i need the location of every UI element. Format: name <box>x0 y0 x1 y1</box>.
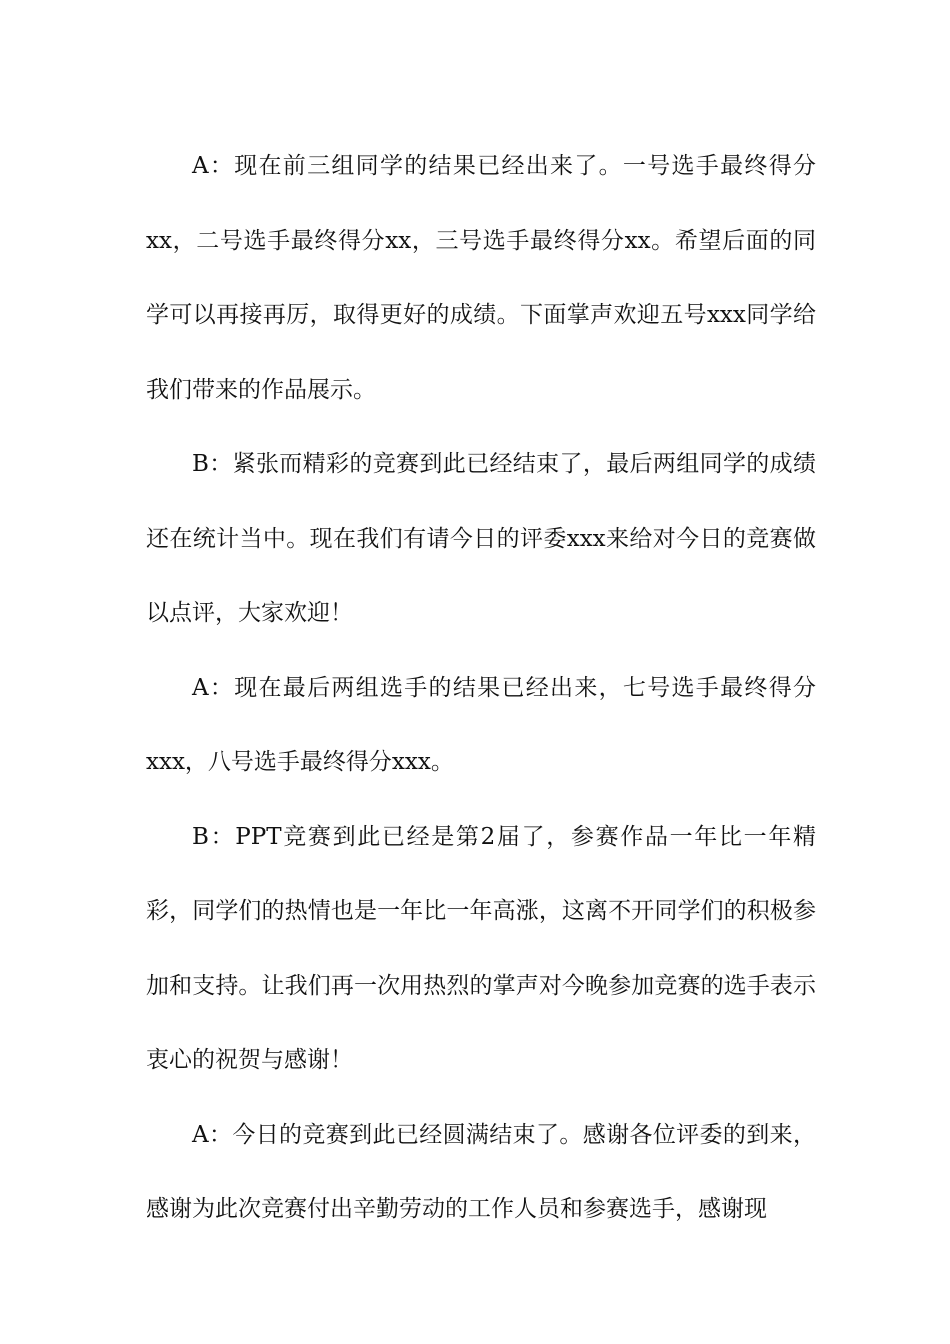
paragraph-3: A：现在最后两组选手的结果已经出来，七号选手最终得分xxx，八号选手最终得分xxx。 <box>146 674 816 775</box>
paragraph-4: B：PPT竞赛到此已经是第2届了，参赛作品一年比一年精彩，同学们的热情也是一年比一年高涨，这离不开同学们的积极参加和支持。让我们再一次用热烈的掌声对今晚参加竞赛的选手表示衷心的祝贺与感谢！ <box>146 823 816 1073</box>
paragraph-5: A：今日的竞赛到此已经圆满结束了。感谢各位评委的到来，感谢为此次竞赛付出辛勤劳动的工作人员和参赛选手，感谢现 <box>146 1121 816 1222</box>
document-body <box>146 129 816 1247</box>
paragraph-1: A：现在前三组同学的结果已经出来了。一号选手最终得分xx，二号选手最终得分xx，三号选手最终得分xx。希望后面的同学可以再接再厉，取得更好的成绩。下面掌声欢迎五号xxx同学给我们带来的作品展示。 <box>146 153 816 403</box>
paragraph-2: B：紧张而精彩的竞赛到此已经结束了，最后两组同学的成绩还在统计当中。现在我们有请今日的评委xxx来给对今日的竞赛做以点评，大家欢迎！ <box>146 451 816 626</box>
